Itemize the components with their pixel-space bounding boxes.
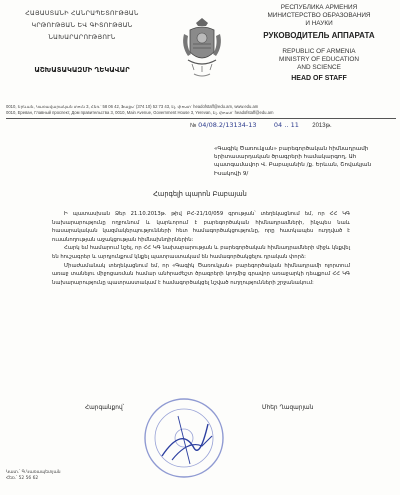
recipient-block: «Գագիկ Ծառուկյան» բարեգործական հիմնադրամի երիտասարդական ծրագրերի համակարգող, Ահ պատգամավոր Վ. Բաբայանին /ք. Երևան, Շովակյան Իսակովի 9/ bbox=[214, 146, 372, 177]
header-foreign bbox=[242, 4, 396, 82]
letterhead-address bbox=[6, 104, 396, 116]
salutation: Հարգելի պարոն Բաբայան bbox=[153, 190, 247, 198]
signatory-name: Մհեր Ղազարյան bbox=[262, 405, 314, 411]
body-paragraph-1: Ի պատասխան Ձեր 21.10.2013թ. թիվ ԲՀ-21/10/059 գրության՝ տեղեկացնում եմ, որ ՀՀ ԿԳ նախարարությունը ողջունում և կարևորում է բարեգործական հիմնադրամների, ինչպես նաև հասարակական կազմակերպությունների հետ համագործակցությունը, որը հատկապես ուղղված է ուսանողության աջակցության հիմնախնդիրներին: bbox=[52, 211, 350, 243]
header-en-line-2: MINISTRY OF EDUCATION bbox=[279, 56, 359, 63]
footer-phone: Հեռ.՝ 52 56 62 bbox=[6, 476, 39, 481]
address-line-1: 0010, Երևան, Կառավարական տուն 3, Հեռ.՝ 58 06 42, Ֆաքս՝ (374 10) 52 73 43, Էլ. փոստ՝ headofstaff@edu.am, www.edu.am bbox=[6, 104, 259, 109]
header-am-line-2: ԿՐԹՈՒԹՅԱՆ ԵՎ ԳԻՏՈՒԹՅԱՆ bbox=[31, 22, 133, 29]
address-line-2: 0010, Ереван, Главный проспект, Дом правительства 3, 0010, Main Avenue, Government House 3, Yerevan, Էլ. փոստ՝ headofstaff@edu.am bbox=[6, 110, 274, 115]
header-armenian bbox=[6, 8, 158, 44]
armenia-coat-of-arms-icon bbox=[180, 14, 224, 84]
reference-date: 04 ․․ 11 bbox=[273, 121, 299, 129]
reference-number: 04/08.2/13134-13 bbox=[198, 121, 257, 129]
body-paragraph-2: Հարկ եմ համարում նշել, որ ՀՀ ԿԳ նախարարության և բարեգործական հիմնադրամների միջև կնքվել են հուշագրեր և արդյունքում կնքել պատրաստակամ են համագործակցելու դրական փորձ: bbox=[52, 245, 350, 260]
reference-year: 2013թ. bbox=[312, 123, 332, 129]
reference-prefix: № bbox=[190, 123, 197, 129]
signature-closing: Հարգանքով՝ bbox=[85, 405, 125, 411]
footer-author: Կատ.՝ Գ.Կառապետյան bbox=[6, 470, 61, 475]
official-stamp-icon bbox=[142, 396, 226, 480]
header-en-title: HEAD OF STAFF bbox=[291, 75, 347, 82]
header-divider bbox=[6, 118, 396, 119]
body-paragraph-3: Միաժամանակ տեղեկացնում եմ, որ «Գագիկ Ծառուկյան» բարեգործական հիմնադրամի ոլորտում առաջ տանելու միջոցառման համար անհրաժեշտ ծրագրերի կողմից գրավոր առաջարկի դեպքում ՀՀ ԿԳ նախարարությունը պատրաստակամ է համագործակցել նշված ուղղությունների շրջանակում: bbox=[52, 262, 350, 286]
header-ru-line-3: И НАУКИ bbox=[305, 20, 333, 27]
header-am-line-3: ՆԱԽԱՐԱՐՈՒԹՅՈՒՆ bbox=[48, 34, 116, 41]
header-ru-title: РУКОВОДИТЕЛЬ АППАРАТА bbox=[263, 31, 375, 40]
header-en-line-3: AND SCIENCE bbox=[297, 64, 341, 71]
letter-body bbox=[52, 210, 350, 287]
header-en-line-1: REPUBLIC OF ARMENIA bbox=[282, 48, 356, 55]
header-am-line-1: ՀԱՅԱՍՏԱՆԻ ՀԱՆՐԱՊԵՏՈՒԹՅԱՆ bbox=[25, 10, 139, 17]
header-am-title: ԱՇԽԱՏԱԿԱԶՄԻ ՂԵԿԱՎԱՐ bbox=[34, 66, 130, 74]
reference-line bbox=[190, 121, 332, 129]
header-ru-line-2: МИНИСТЕРСТВО ОБРАЗОВАНИЯ bbox=[267, 12, 371, 19]
header-ru-line-1: РЕСПУБЛИКА АРМЕНИЯ bbox=[280, 4, 358, 11]
footer-contact bbox=[6, 470, 61, 482]
